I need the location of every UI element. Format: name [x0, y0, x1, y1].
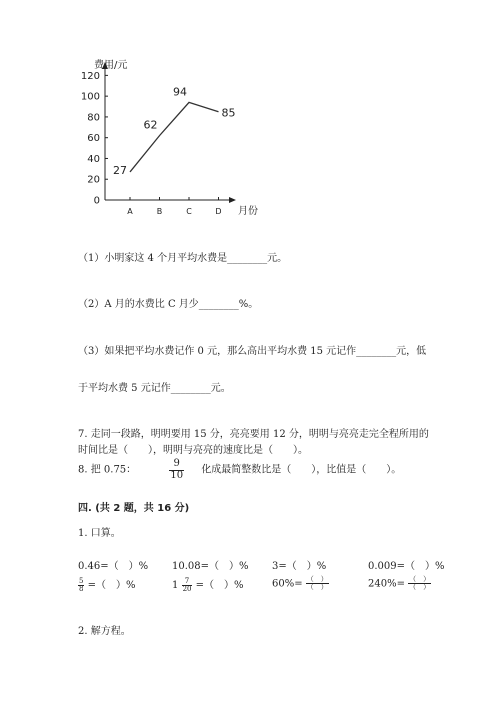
fraction-denominator: （ ） [306, 583, 328, 592]
mental-calc-1: 0.46=（ ）% [78, 561, 149, 572]
y-tick-label: 100 [80, 91, 100, 103]
y-tick-label: 0 [93, 195, 100, 207]
fraction [306, 576, 329, 592]
fraction-denominator: （ ） [409, 583, 431, 592]
question-1: （1）小明家这 4 个月平均水费是________元。 [78, 253, 288, 264]
question-8-fraction [169, 459, 184, 481]
question-3-line-2: 于平均水费 5 元记作________元。 [78, 383, 231, 394]
mental-calc-5 [78, 576, 136, 593]
data-label: 85 [221, 106, 236, 120]
mental-calc-8-pre: 240%= [368, 578, 405, 590]
mental-calc-8 [368, 576, 431, 592]
fraction-denominator: 10 [170, 469, 184, 481]
line-chart [60, 55, 280, 225]
fraction-numerator: 5 [79, 576, 84, 585]
data-label: 62 [143, 118, 158, 132]
question-3-line-1: （3）如果把平均水费记作 0 元，那么高出平均水费 15 元记作________元，低 [78, 346, 427, 357]
y-tick-label: 80 [87, 112, 100, 124]
data-label: 94 [173, 85, 187, 99]
y-tick-label: 60 [87, 133, 100, 145]
fraction [182, 578, 193, 594]
fraction-denominator: 8 [79, 585, 84, 593]
fraction [408, 576, 431, 592]
mental-calc-6-rest: =（ ）% [195, 580, 244, 591]
section-4-title: 四. (共 2 题，共 16 分) [78, 503, 190, 514]
x-tick-label: A [127, 207, 133, 216]
data-label: 27 [113, 163, 127, 177]
y-tick-label: 120 [80, 70, 100, 82]
x-tick-label: D [215, 207, 222, 216]
mixed-number-whole: 1 [172, 580, 179, 591]
mental-calc-6 [172, 576, 244, 593]
question-7-line-1: 7. 走同一段路，明明要用 15 分，亮亮要用 12 分，明明与亮亮走完全程所用的 [78, 429, 429, 440]
x-axis-label: 月份 [238, 206, 258, 217]
fraction-denominator: 20 [182, 585, 192, 593]
x-axis-arrow [229, 197, 236, 203]
series-line [130, 102, 219, 172]
fraction-numerator: （ ） [306, 575, 328, 583]
sub-question-1: 1. 口算。 [78, 528, 121, 539]
question-8 [78, 459, 401, 481]
x-tick-label: B [156, 207, 163, 216]
y-tick-label: 20 [87, 174, 100, 186]
mental-calc-3: 3=（ ）% [272, 561, 327, 572]
mental-calc-5-rest: =（ ）% [87, 580, 136, 591]
mental-calc-2: 10.08=（ ）% [172, 561, 249, 572]
x-tick-label: C [186, 207, 192, 216]
fraction-numerator: 9 [169, 459, 184, 471]
mental-calc-7-pre: 60%= [272, 578, 303, 590]
fraction-numerator: （ ） [409, 575, 431, 583]
question-8-suffix: 化成最简整数比是（ ），比值是（ ）。 [201, 464, 402, 476]
mental-calc-4: 0.009=（ ）% [368, 561, 445, 572]
y-tick-label: 40 [87, 153, 100, 165]
fraction [78, 578, 84, 594]
fraction-numerator: 7 [182, 578, 193, 586]
question-8-prefix: 8. 把 0.75： [78, 464, 137, 476]
question-7-line-2: 时间比是（ ），明明与亮亮的速度比是（ ）。 [78, 445, 308, 456]
question-2: （2）A 月的水费比 C 月少________%。 [78, 299, 259, 310]
mental-calc-7 [272, 576, 329, 592]
sub-question-2: 2. 解方程。 [78, 626, 131, 637]
y-axis-label: 费用/元 [94, 60, 128, 71]
